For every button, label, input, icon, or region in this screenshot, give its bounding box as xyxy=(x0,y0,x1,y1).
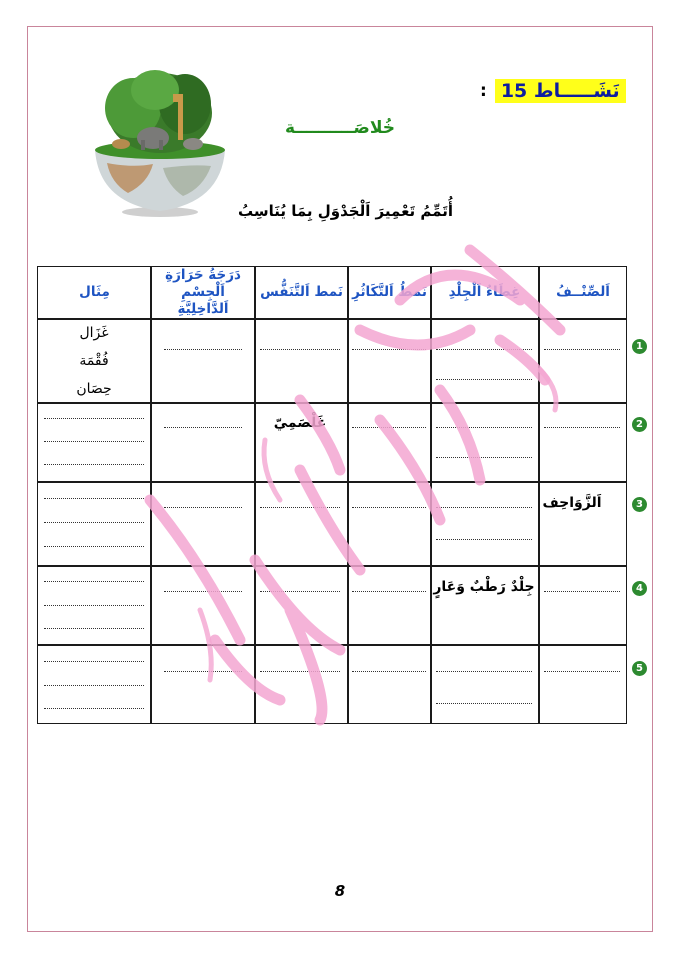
answer-line[interactable] xyxy=(544,349,620,350)
activity-header xyxy=(480,76,626,106)
summary-title: خُلاصَــــــــــة xyxy=(284,118,395,138)
answer-line[interactable] xyxy=(260,349,340,350)
answer-line[interactable] xyxy=(44,498,144,499)
row-number-badge: 3 xyxy=(632,497,647,512)
column-divider xyxy=(254,267,256,723)
column-divider xyxy=(347,267,349,723)
answer-line[interactable] xyxy=(352,507,426,508)
row-number-badge: 1 xyxy=(632,339,647,354)
answer-line[interactable] xyxy=(544,671,620,672)
class-reptiles-text: اَلزَّوَاحِف xyxy=(542,495,602,511)
answer-line[interactable] xyxy=(436,457,532,458)
column-divider xyxy=(538,267,540,723)
answer-line[interactable] xyxy=(436,703,532,704)
example-gazelle: غَزَال xyxy=(79,325,109,341)
answer-line[interactable] xyxy=(44,661,144,662)
answer-line[interactable] xyxy=(44,418,144,419)
answer-line[interactable] xyxy=(352,671,426,672)
answer-line[interactable] xyxy=(44,464,144,465)
answer-line[interactable] xyxy=(164,591,242,592)
answer-line[interactable] xyxy=(544,591,620,592)
answer-line[interactable] xyxy=(164,507,242,508)
column-header-class: اَلصِّنْــفُ xyxy=(556,284,610,301)
answer-line[interactable] xyxy=(44,685,144,686)
column-header-reproduction: نَمطُ اَلتَّكَاثُرِ xyxy=(352,284,427,301)
answer-line[interactable] xyxy=(436,539,532,540)
row-number-badge: 5 xyxy=(632,661,647,676)
row-number-badge: 2 xyxy=(632,417,647,432)
column-header-example: مِثَال xyxy=(79,284,110,301)
answer-line[interactable] xyxy=(164,427,242,428)
activity-label: نَشَـــــاط 15 xyxy=(495,79,626,103)
page-number: 8 xyxy=(334,882,346,900)
answer-line[interactable] xyxy=(44,441,144,442)
activity-colon: : xyxy=(480,81,487,101)
answer-line[interactable] xyxy=(44,708,144,709)
skin-moist-bare-text: جِلْدٌ رَطْبٌ وَعَارٍ xyxy=(433,579,535,595)
answer-line[interactable] xyxy=(352,427,426,428)
answer-line[interactable] xyxy=(436,507,532,508)
column-header-breathing: نَمط اَلتَّنَفُّس xyxy=(260,284,343,301)
instruction-text: أُتَمِّمُ تَعْمِيرَ اَلْجَدْوَلِ بِمَا يُنَاسِبُ xyxy=(237,202,453,220)
answer-line[interactable] xyxy=(44,546,144,547)
example-seal: فُقْمَة xyxy=(79,353,109,369)
summary-table xyxy=(37,266,627,724)
answer-line[interactable] xyxy=(544,427,620,428)
answer-line[interactable] xyxy=(164,671,242,672)
answer-line[interactable] xyxy=(260,507,340,508)
breathing-gills-text: غَلْصَمِيّ xyxy=(273,415,327,431)
answer-line[interactable] xyxy=(164,349,242,350)
column-divider xyxy=(150,267,152,723)
answer-line[interactable] xyxy=(436,349,532,350)
answer-line[interactable] xyxy=(436,671,532,672)
example-horse: حِصَان xyxy=(76,381,112,397)
answer-line[interactable] xyxy=(44,605,144,606)
answer-line[interactable] xyxy=(436,379,532,380)
answer-line[interactable] xyxy=(260,671,340,672)
answer-line[interactable] xyxy=(44,581,144,582)
answer-line[interactable] xyxy=(352,591,426,592)
row-number-badge: 4 xyxy=(632,581,647,596)
globe-animals-illustration xyxy=(93,68,227,218)
answer-line[interactable] xyxy=(436,427,532,428)
answer-line[interactable] xyxy=(44,522,144,523)
answer-line[interactable] xyxy=(352,349,426,350)
column-divider xyxy=(430,267,432,723)
answer-line[interactable] xyxy=(44,628,144,629)
column-header-body-temperature: دَرَجَةُ حَرَارَةِ اَلْجِسْمِ اَلدَّاخِلِيَّةِ xyxy=(165,267,241,317)
column-header-skin-covering: غِطَاءُ اَلْجِلْدِ xyxy=(448,284,521,301)
answer-line[interactable] xyxy=(260,591,340,592)
